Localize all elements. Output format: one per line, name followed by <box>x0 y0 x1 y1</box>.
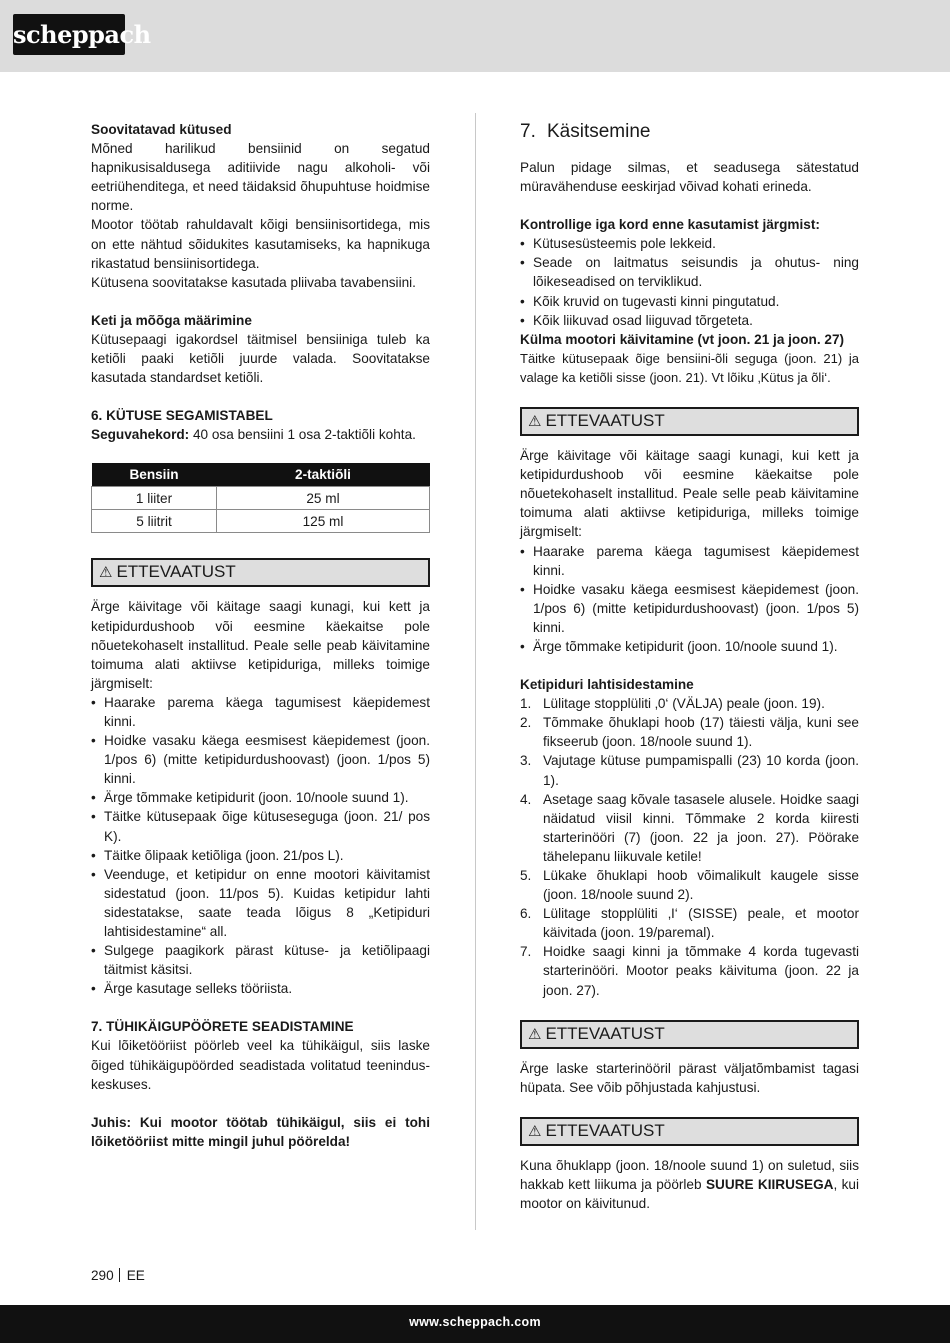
list-item: • Kütusesüsteemis pole lekkeid. <box>520 234 859 253</box>
website-url: www.scheppach.com <box>409 1315 541 1329</box>
warning-icon: ⚠ <box>99 564 113 582</box>
check-heading: Kontrollige iga kord enne kasutamist järgmist: <box>520 217 820 233</box>
fuel-paragraph-1: Mõned harilikud bensiinid on segatud hapnikusisaldusega aditiivide nagu alkoholi- või eetriühenditega, et need täidaksid õhupuhtuse hoidmise norme. <box>91 141 430 214</box>
warning-icon: ⚠ <box>528 1025 542 1043</box>
list-item: 4. Asetage saag kõvale tasasele alusele. Hoidke saagi näidatud viisil kinni. Tõmmake 2 korda kiiresti starterinööri (7) (joon. 22 ja joon. 27). Pöörake tähelepanu liikuvale ketile! <box>520 791 859 864</box>
list-item: • Ärge tõmmake ketipidurit (joon. 10/noole suund 1). <box>520 637 859 656</box>
mix-ratio-label: Seguvahekord: <box>91 427 190 443</box>
chain-oil-paragraph: Kütusepaagi igakordsel täitmisel bensiiniga tuleb ka ketiõli paaki ketiõli juurde valada. Soovitatakse kasutada standardset ketiõli. <box>91 331 430 386</box>
section-title <box>520 120 859 144</box>
table-header: 2-taktiõli <box>217 463 430 487</box>
list-item: • Hoidke vasaku käega eesmisest käepidemest (joon. 1/pos 6) (mitte ketipidurdushoovast) (joon. 1/pos 5) kinni. <box>520 580 859 637</box>
check-list <box>520 234 859 329</box>
release-heading: Ketipiduri lahtisidestamine <box>520 677 694 693</box>
caution-paragraph: Ärge käivitage või käitage saagi kunagi, kui kett ja ketipidurdushoob või eesmine käekaitse pole nõuetekohaselt installitud. Peale selle peab käivitamine toimuma alati aktiivse ketipiduriga, milleks toimige järgmiselt: <box>520 448 859 540</box>
table-cell: 125 ml <box>217 510 430 533</box>
caution-paragraph: Kuna õhuklapp (joon. 18/noole suund 1) on suletud, siis hakkab kett liikuma ja pöörleb SUURE KIIRUSEGA, kui mootor on käivitunud. <box>520 1157 860 1212</box>
header-bar <box>0 0 950 72</box>
list-item: • Täitke kütusepaak õige kütuseseguga (joon. 21/ pos K). <box>91 807 430 845</box>
right-column <box>520 120 859 1213</box>
page-number: 290 <box>91 1268 114 1283</box>
caution-paragraph: Ärge käivitage või käitage saagi kunagi, kui kett ja ketipidurdushoob või eesmine käekaitse pole nõuetekohaselt installitud. Peale selle peab käivitamine toimuma alati aktiivse ketipiduriga, milleks toimige järgmiselt: <box>91 599 430 691</box>
list-item: • Täitke õlipaak ketiõliga (joon. 21/pos L). <box>91 846 430 865</box>
table-cell: 1 liiter <box>92 487 217 510</box>
cold-start-paragraph: Täitke kütusepaak õige bensiini-õli seguga (joon. 21) ja valage ka ketiõli sisse (joon. 21). Vt lõiku ‚Kütus ja õli‘. <box>520 350 859 385</box>
list-item: • Kõik kruvid on tugevasti kinni pingutatud. <box>520 292 859 311</box>
table-row <box>92 487 430 510</box>
list-item: • Kõik liikuvad osad liiguvad tõrgeteta. <box>520 311 859 330</box>
cold-start-heading: Külma mootori käivitamine (vt joon. 21 ja joon. 27) <box>520 331 845 347</box>
list-item: • Haarake parema käega tagumisest käepidemest kinni. <box>91 693 430 731</box>
list-item: • Ärge tõmmake ketipidurit (joon. 10/noole suund 1). <box>91 788 430 807</box>
caution-paragraph: Ärge laske starterinööril pärast väljatõmbamist tagasi hüpata. See võib põhjustada kahjustusi. <box>520 1060 859 1095</box>
idle-note: Juhis: Kui mootor töötab tühikäigul, siis ei tohi lõiketööriist mitte mingil juhul pöörelda! <box>91 1114 430 1149</box>
left-column <box>91 120 430 1151</box>
list-item: • Seade on laitmatus seisundis ja ohutus- ning lõikeseadised on terviklikud. <box>520 253 859 291</box>
caution-box <box>520 407 859 436</box>
list-item: 6. Lülitage stopplüliti ‚I‘ (SISSE) peale, et mootor käivitada (joon. 19/paremal). <box>520 906 859 941</box>
idle-heading: 7. TÜHIKÄIGUPÖÖRETE SEADISTAMINE <box>91 1019 354 1035</box>
fuel-paragraph-3: Kütusena soovitatakse kasutada pliivaba tavabensiini. <box>91 274 416 290</box>
list-item: 2. Tõmmake õhuklapi hoob (17) täiesti välja, kuni see fikseerub (joon. 18/noole suund 1). <box>520 715 859 750</box>
caution-list <box>91 693 430 999</box>
caution-list <box>520 542 859 657</box>
list-item: • Hoidke vasaku käega eesmisest käepidemest (joon. 1/pos 6) (mitte ketipidurdushoovast) (joon. 1/pos 5) kinni. <box>91 731 430 788</box>
table-cell: 25 ml <box>217 487 430 510</box>
warning-icon: ⚠ <box>528 413 542 431</box>
chain-oil-heading: Keti ja mõõga määrimine <box>91 312 252 328</box>
table-header: Bensiin <box>92 463 217 487</box>
caution-box <box>520 1020 859 1049</box>
list-item: 7. Hoidke saagi kinni ja tõmmake 4 korda tugevasti starterinööri. Mootor peaks käivituma (joon. 22 ja joon. 27). <box>520 944 859 998</box>
brand-logo: scheppach <box>13 14 125 55</box>
table-row <box>92 510 430 533</box>
list-item: 5. Lükake õhuklapi hoob võimalikult kaugele sisse (joon. 18/noole suund 2). <box>520 868 859 903</box>
intro-paragraph: Palun pidage silmas, et seadusega sätestatud müravähenduse eeskirjad võivad kohati erineda. <box>520 160 859 195</box>
list-item: 3. Vajutage kütuse pumpamispalli (23) 10 korda (joon. 1). <box>520 753 859 788</box>
mix-ratio <box>91 425 430 444</box>
table-cell: 5 liitrit <box>92 510 217 533</box>
section-title-text: Käsitsemine <box>547 121 651 142</box>
mix-ratio-text: 40 osa bensiini 1 osa 2-taktiõli kohta. <box>189 427 416 443</box>
language-code: EE <box>126 1268 145 1283</box>
mix-heading: 6. KÜTUSE SEGAMISTABEL <box>91 408 273 424</box>
caution-title: ETTEVAATUST <box>545 411 665 431</box>
list-item: • Ärge kasutage selleks tööriista. <box>91 979 430 998</box>
idle-paragraph: Kui lõiketööriist pöörleb veel ka tühikäigul, siis laske õiged tühikäigupöörded seadistada volitatud teeninduskeskuses. <box>91 1038 430 1092</box>
warning-icon: ⚠ <box>528 1122 542 1140</box>
page-footer <box>91 1266 145 1285</box>
list-item: • Sulgege paagikork pärast kütuse- ja ketiõlipaagi täitmist käsitsi. <box>91 941 430 979</box>
caution-box <box>91 558 430 587</box>
section-number: 7. <box>520 121 536 142</box>
list-item: • Veenduge, et ketipidur on enne mootori käivitamist sidestatud (joon. 11/pos 5). Kuidas ketipidur lahti sidestatakse, saate teada lõigus 8 „Ketipiduri lahtisidestamine“ all. <box>91 865 430 941</box>
caution-title: ETTEVAATUST <box>116 562 236 582</box>
fuel-paragraph-2: Mootor töötab rahuldavalt kõigi bensiinisortidega, mis on ette nähtud sõidukites kasutamiseks, ka hapnikuga rikastatud bensiinisortidega. <box>91 217 430 271</box>
caution-title: ETTEVAATUST <box>545 1023 665 1043</box>
release-steps <box>520 694 859 1000</box>
fuel-mix-table <box>91 463 430 533</box>
caution-title: ETTEVAATUST <box>545 1120 665 1140</box>
caution-box <box>520 1117 859 1146</box>
fuel-heading: Soovitatavad kütused <box>91 122 232 137</box>
list-item: 1. Lülitage stopplüliti ‚0‘ (VÄLJA) peale (joon. 19). <box>520 696 825 712</box>
list-item: • Haarake parema käega tagumisest käepidemest kinni. <box>520 542 859 580</box>
column-divider <box>475 113 476 1230</box>
